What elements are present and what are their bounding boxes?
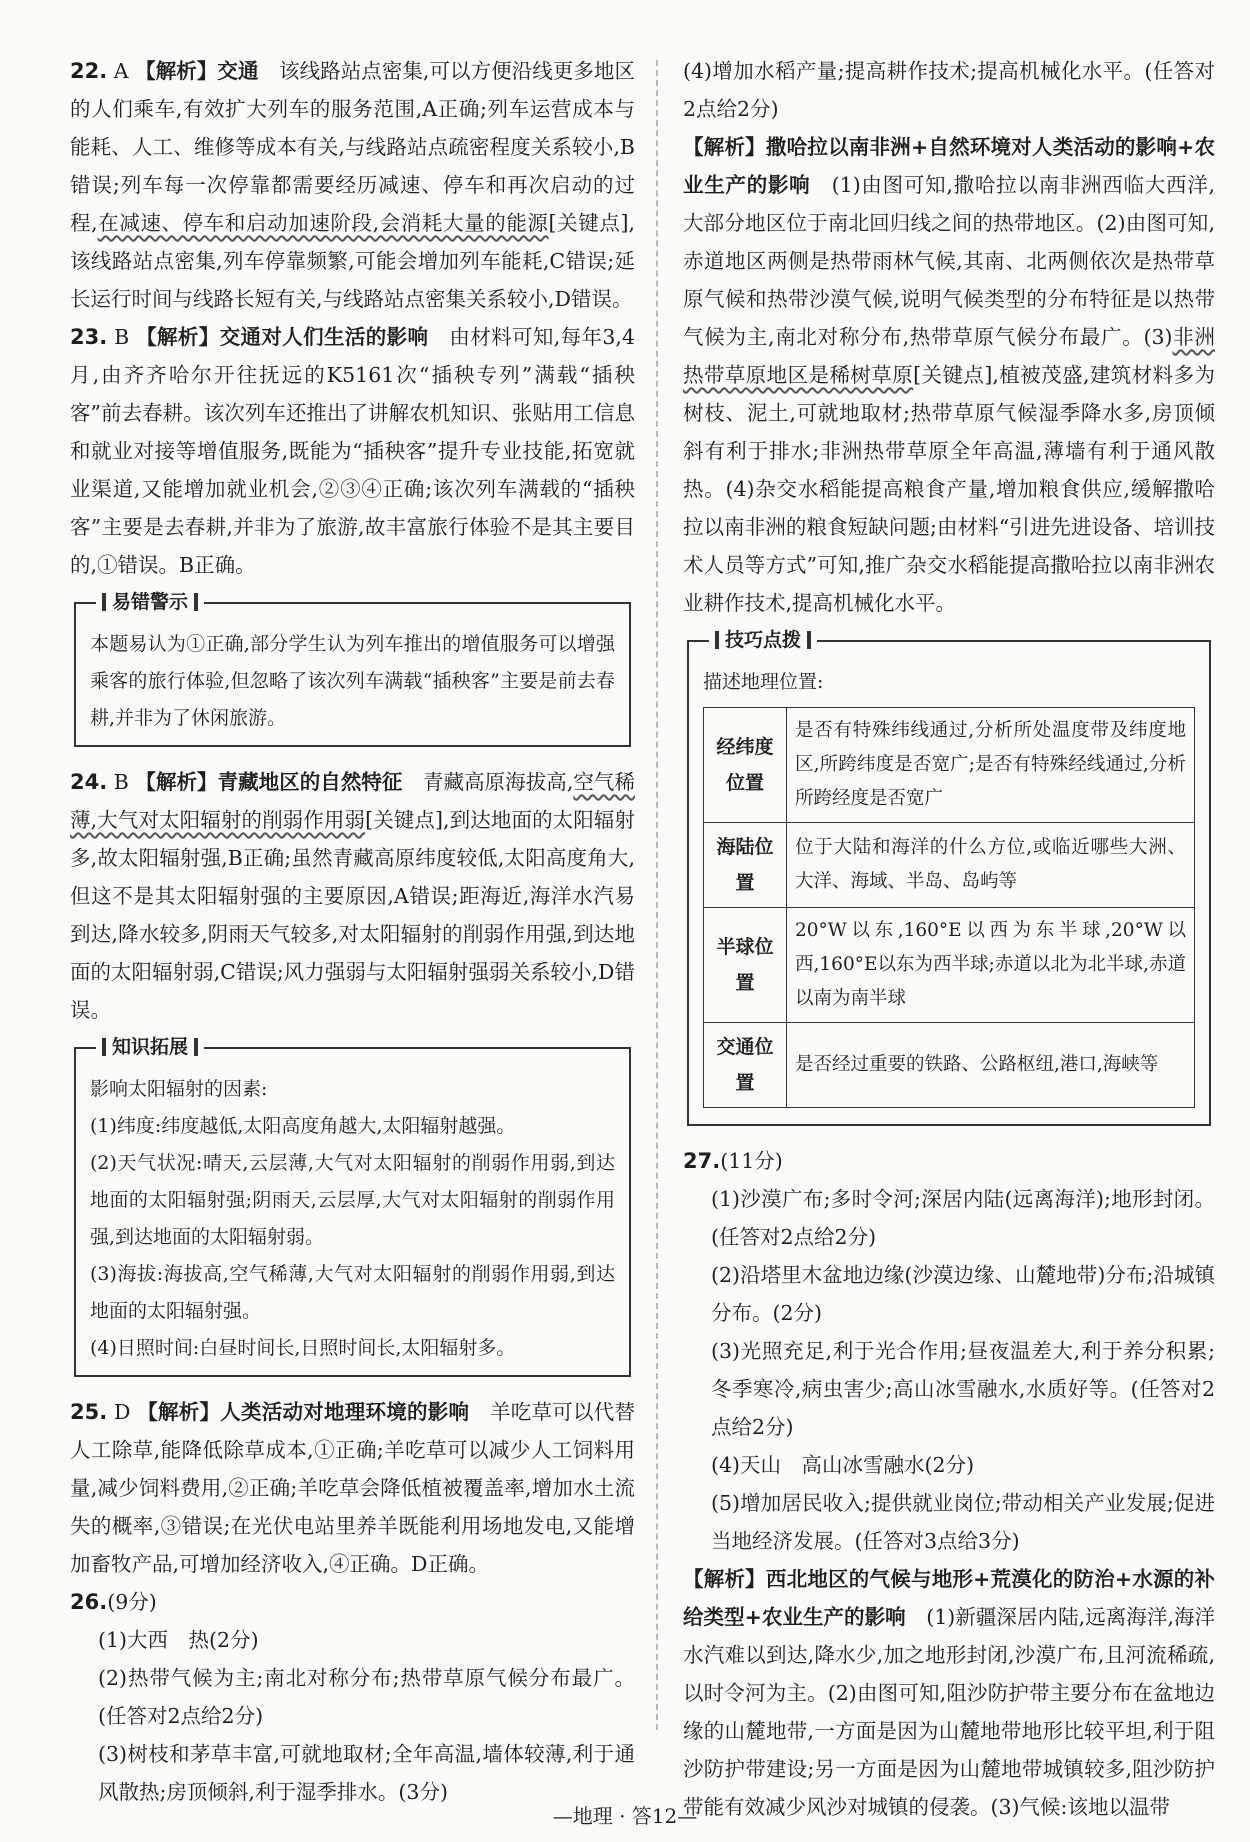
box-title: 技巧点拨 xyxy=(709,627,817,653)
answer-25: 25. D 【解析】人类活动对地理环境的影响 羊吃草可以代替人工除草,能降低除草成本,①正确;羊吃草可以减少人工饲料用量,减少饲料费用,②正确;羊吃草会降低植被覆盖率,增加水土流失的概率,③错误;在光伏电站里养羊既能利用场地发电,又能增加畜牧产品,可增加经济收入,④正确。D正确。 xyxy=(70,1400,635,1576)
table-row: 经纬度位置 是否有特殊纬线通过,分析所处温度带及纬度地区,所跨纬度是否宽广;是否有特殊经线通过,分析所跨经度是否宽广 xyxy=(704,708,1195,823)
location-table xyxy=(703,707,1195,1108)
left-column: 22. A 【解析】交通 该线路站点密集,可以方便沿线更多地区的人们乘车,有效扩大列车的服务范围,A正确;列车运营成本与能耗、人工、维修等成本有关,与线路站点疏密程度关系较小,B错误;列车每一次停靠都需要经历减速、停车和再次启动的过程,在减速、停车和启动加速阶段,会消耗大量的能源[关键点],该线路站点密集,列车停靠频繁,可能会增加列车能耗,C错误;延长运行时间与线路长短有关,与线路站点密集关系较小,D错误。 23. B 【解析】交通对人们生活的影响 由材料可知,每年3,4月,由齐齐哈尔开往抚远的K5161次“插秧专列”满载“插秧客”前去春耕。该次列车还推出了讲解农机知识、张贴用工信息和就业对接等增值服务,既能为“插秧客”提升专业技能,拓宽就业渠道,又能增加就业机会,②③④正确;该次列车满载的“插秧客”主要是去春耕,并非为了旅游,故丰富旅行体验不是其主要目的,①错误。B正确。 易错警示 本题易认为①正确,部分学生认为列车推出的增值服务可以增强乘客的旅行体验,但忽略了该次列车满载“插秧客”主要是前去春耕,并非为了休闲旅游。 24. B 【解析】青藏地区的自然特征 青藏高原海拔高,空气稀薄,大气对太阳辐射的削弱作用弱[关键点],到达地面的太阳辐射多,故太阳辐射强,B正确;虽然青藏高原纬度较低,太阳高度角大,但这不是其太阳辐射强的主要原因,A错误;距海近,海洋水汽易到达,降水较多,阴雨天气较多,对太阳辐射的削弱作用强,到达地面的太阳辐射弱,C错误;风力强弱与太阳辐射强弱关系较小,D错误。 知识拓展 影响太阳辐射的因素: (1)纬度:纬度越低,太阳高度角越大,太阳辐射越强。 (2)天气状况:晴天,云层薄,大气对太阳辐射的削弱作用弱,到达地面的太阳辐射强;阴雨天,云层厚,大气对太阳辐射的削弱作用强,到达地面的太阳辐射弱。 (3)海拔:海拔高,空气稀薄,大气对太阳辐射的削弱作用弱,到达地面的太阳辐射强。 (4)日照时间:白昼时间长,日照时间长,太阳辐射多。 25. D 【解析】人类活动对地理环境的影响 羊吃草可以代替人工除草,能降低除草成本,①正确;羊吃草可以减少人工饲料用量,减少饲料费用,②正确;羊吃草会降低植被覆盖率,增加水土流失的概率,③错误;在光伏电站里养羊既能利用场地发电,又能增加畜牧产品,可增加经济收入,④正确。D正确。 26.(9分) (1)大西 热(2分) (2)热带气候为主;南北对称分布;热带草原气候分布最广。(任答对2点给2分) (3)树枝和茅草丰富,可就地取材;全年高温,墙体较薄,利于通风散热;房顶倾斜,利于湿季排水。(3分) xyxy=(70,52,635,1811)
key-point: 空气稀薄,大气对太阳辐射的削弱作用弱 xyxy=(70,770,635,832)
page-footer: —地理 · 答12— xyxy=(552,1804,698,1828)
answer-24: 24. B 【解析】青藏地区的自然特征 青藏高原海拔高,空气稀薄,大气对太阳辐射的削弱作用弱[关键点],到达地面的太阳辐射多,故太阳辐射强,B正确;虽然青藏高原纬度较低,太阳高度角大,但这不是其太阳辐射强的主要原因,A错误;距海近,海洋水汽易到达,降水较多,阴雨天气较多,对太阳辐射的削弱作用强,到达地面的太阳辐射弱,C错误;风力强弱与太阳辐射强弱关系较小,D错误。 xyxy=(70,770,635,1022)
analysis-27: 【解析】西北地区的气候与地形+荒漠化的防治+水源的补给类型+农业生产的影响 (1)新疆深居内陆,远离海洋,海洋水汽难以到达,降水少,加之地形封闭,沙漠广布,且河流稀疏,以时令河为主。(2)由图可知,阻沙防护带主要分布在盆地边缘的山麓地带,一方面是因为山麓地带地形比较平坦,利于阻沙防护带建设;另一方面是因为山麓地带城镇较多,阻沙防护带能有效减少风沙对城镇的侵袭。(3)气候:该地以温带 xyxy=(683,1567,1215,1819)
answer-22: 22. A 【解析】交通 该线路站点密集,可以方便沿线更多地区的人们乘车,有效扩大列车的服务范围,A正确;列车运营成本与能耗、人工、维修等成本有关,与线路站点疏密程度关系较小,B错误;列车每一次停靠都需要经历减速、停车和再次启动的过程,在减速、停车和启动加速阶段,会消耗大量的能源[关键点],该线路站点密集,列车停靠频繁,可能会增加列车能耗,C错误;延长运行时间与线路长短有关,与线路站点密集关系较小,D错误。 xyxy=(70,59,635,311)
answer-27: 27.(11分) xyxy=(683,1149,783,1173)
answer-26: 26.(9分) xyxy=(70,1590,157,1614)
error-warning-box: 易错警示 本题易认为①正确,部分学生认为列车推出的增值服务可以增强乘客的旅行体验,但忽略了该次列车满载“插秧客”主要是前去春耕,并非为了休闲旅游。 xyxy=(74,602,631,747)
answer-26-cont: (4)增加水稻产量;提高耕作技术;提高机械化水平。(任答对2点给2分) xyxy=(683,59,1215,121)
analysis-26: 【解析】撒哈拉以南非洲+自然环境对人类活动的影响+农业生产的影响 (1)由图可知,撒哈拉以南非洲西临大西洋,大部分地区位于南北回归线之间的热带地区。(2)由图可知,赤道地区两侧是热带雨林气候,其南、北两侧依次是热带草原气候和热带沙漠气候,说明气候类型的分布特征是以热带气候为主,南北对称分布,热带草原气候分布最广。(3)非洲热带草原地区是稀树草原[关键点],植被茂盛,建筑材料多为树枝、泥土,可就地取材;热带草原气候湿季降水多,房顶倾斜有利于排水;非洲热带草原全年高温,薄墙有利于通风散热。(4)杂交水稻能提高粮食产量,增加粮食供应,缓解撒哈拉以南非洲的粮食短缺问题;由材料“引进先进设备、培训技术人员等方式”可知,推广杂交水稻能提高撒哈拉以南非洲农业耕作技术,提高机械化水平。 xyxy=(683,135,1216,615)
key-point: 非洲热带草原地区是稀树草原 xyxy=(683,325,1216,387)
box-title: 知识拓展 xyxy=(96,1034,204,1060)
box-title: 易错警示 xyxy=(96,589,204,615)
skill-tips-box: 技巧点拨 描述地理位置: 经纬度位置 是否有特殊纬线通过,分析所处温度带及纬度地区,所跨纬度是否宽广;是否有特殊经线通过,分析所跨经度是否宽广 海陆位置 位于大陆和海洋的什么方位,或临近哪些大洲、大洋、海域、半岛、岛屿等 半球位置 20°W以东,160°E以西为东半球,20°W以西,160°E以东为西半球;赤道以北为北半球,赤道以南为南半球 交通位置 是否经过重要的铁路、公路枢纽,港口,海峡等 xyxy=(687,640,1211,1126)
column-divider xyxy=(656,60,658,1730)
table-row: 海陆位置 位于大陆和海洋的什么方位,或临近哪些大洲、大洋、海域、半岛、岛屿等 xyxy=(704,823,1195,908)
answer-23: 23. B 【解析】交通对人们生活的影响 由材料可知,每年3,4月,由齐齐哈尔开往抚远的K5161次“插秧专列”满载“插秧客”前去春耕。该次列车还推出了讲解农机知识、张贴用工信息和就业对接等增值服务,既能为“插秧客”提升专业技能,拓宽就业渠道,又能增加就业机会,②③④正确;该次列车满载的“插秧客”主要是去春耕,并非为了旅游,故丰富旅行体验不是其主要目的,①错误。B正确。 xyxy=(70,325,635,577)
right-column: (4)增加水稻产量;提高耕作技术;提高机械化水平。(任答对2点给2分) 【解析】撒哈拉以南非洲+自然环境对人类活动的影响+农业生产的影响 (1)由图可知,撒哈拉以南非洲西临大西洋,大部分地区位于南北回归线之间的热带地区。(2)由图可知,赤道地区两侧是热带雨林气候,其南、北两侧依次是热带草原气候和热带沙漠气候,说明气候类型的分布特征是以热带气候为主,南北对称分布,热带草原气候分布最广。(3)非洲热带草原地区是稀树草原[关键点],植被茂盛,建筑材料多为树枝、泥土,可就地取材;热带草原气候湿季降水多,房顶倾斜有利于排水;非洲热带草原全年高温,薄墙有利于通风散热。(4)杂交水稻能提高粮食产量,增加粮食供应,缓解撒哈拉以南非洲的粮食短缺问题;由材料“引进先进设备、培训技术人员等方式”可知,推广杂交水稻能提高撒哈拉以南非洲农业耕作技术,提高机械化水平。 技巧点拨 描述地理位置: 经纬度位置 是否有特殊纬线通过,分析所处温度带及纬度地区,所跨纬度是否宽广;是否有特殊经线通过,分析所跨经度是否宽广 海陆位置 位于大陆和海洋的什么方位,或临近哪些大洲、大洋、海域、半岛、岛屿等 半球位置 20°W以东,160°E以西为东半球,20°W以西,160°E以东为西半球;赤道以北为北半球,赤道以南为南半球 交通位置 是否经过重要的铁路、公路枢纽,港口,海峡等 27.(11分) (1)沙漠广布;多时令河;深居内陆(远离海洋);地形封闭。(任答对2点给2分) (2)沿塔里木盆地边缘(沙漠边缘、山麓地带)分布;沿城镇分布。(2分) (3)光照充足,利于光合作用;昼夜温差大,利于养分积累;冬季寒冷,病虫害少;高山冰雪融水,水质好等。(任答对2点给2分) (4)天山 高山冰雪融水(2分) (5)增加居民收入;提供就业岗位;带动相关产业发展;促进当地经济发展。(任答对3点给3分) 【解析】西北地区的气候与地形+荒漠化的防治+水源的补给类型+农业生产的影响 (1)新疆深居内陆,远离海洋,海洋水汽难以到达,降水少,加之地形封闭,沙漠广布,且河流稀疏,以时令河为主。(2)由图可知,阻沙防护带主要分布在盆地边缘的山麓地带,一方面是因为山麓地带地形比较平坦,利于阻沙防护带建设;另一方面是因为山麓地带城镇较多,阻沙防护带能有效减少风沙对城镇的侵袭。(3)气候:该地以温带 xyxy=(683,52,1215,1826)
knowledge-extension-box: 知识拓展 影响太阳辐射的因素: (1)纬度:纬度越低,太阳高度角越大,太阳辐射越强。 (2)天气状况:晴天,云层薄,大气对太阳辐射的削弱作用弱,到达地面的太阳辐射强;阴雨天,云层厚,大气对太阳辐射的削弱作用强,到达地面的太阳辐射弱。 (3)海拔:海拔高,空气稀薄,大气对太阳辐射的削弱作用弱,到达地面的太阳辐射强。 (4)日照时间:白昼时间长,日照时间长,太阳辐射多。 xyxy=(74,1047,631,1377)
table-row: 交通位置 是否经过重要的铁路、公路枢纽,港口,海峡等 xyxy=(704,1023,1195,1108)
table-row: 半球位置 20°W以东,160°E以西为东半球,20°W以西,160°E以东为西半球;赤道以北为北半球,赤道以南为南半球 xyxy=(704,908,1195,1023)
key-point: 在减速、停车和启动加速阶段,会消耗大量的能源 xyxy=(97,211,549,235)
